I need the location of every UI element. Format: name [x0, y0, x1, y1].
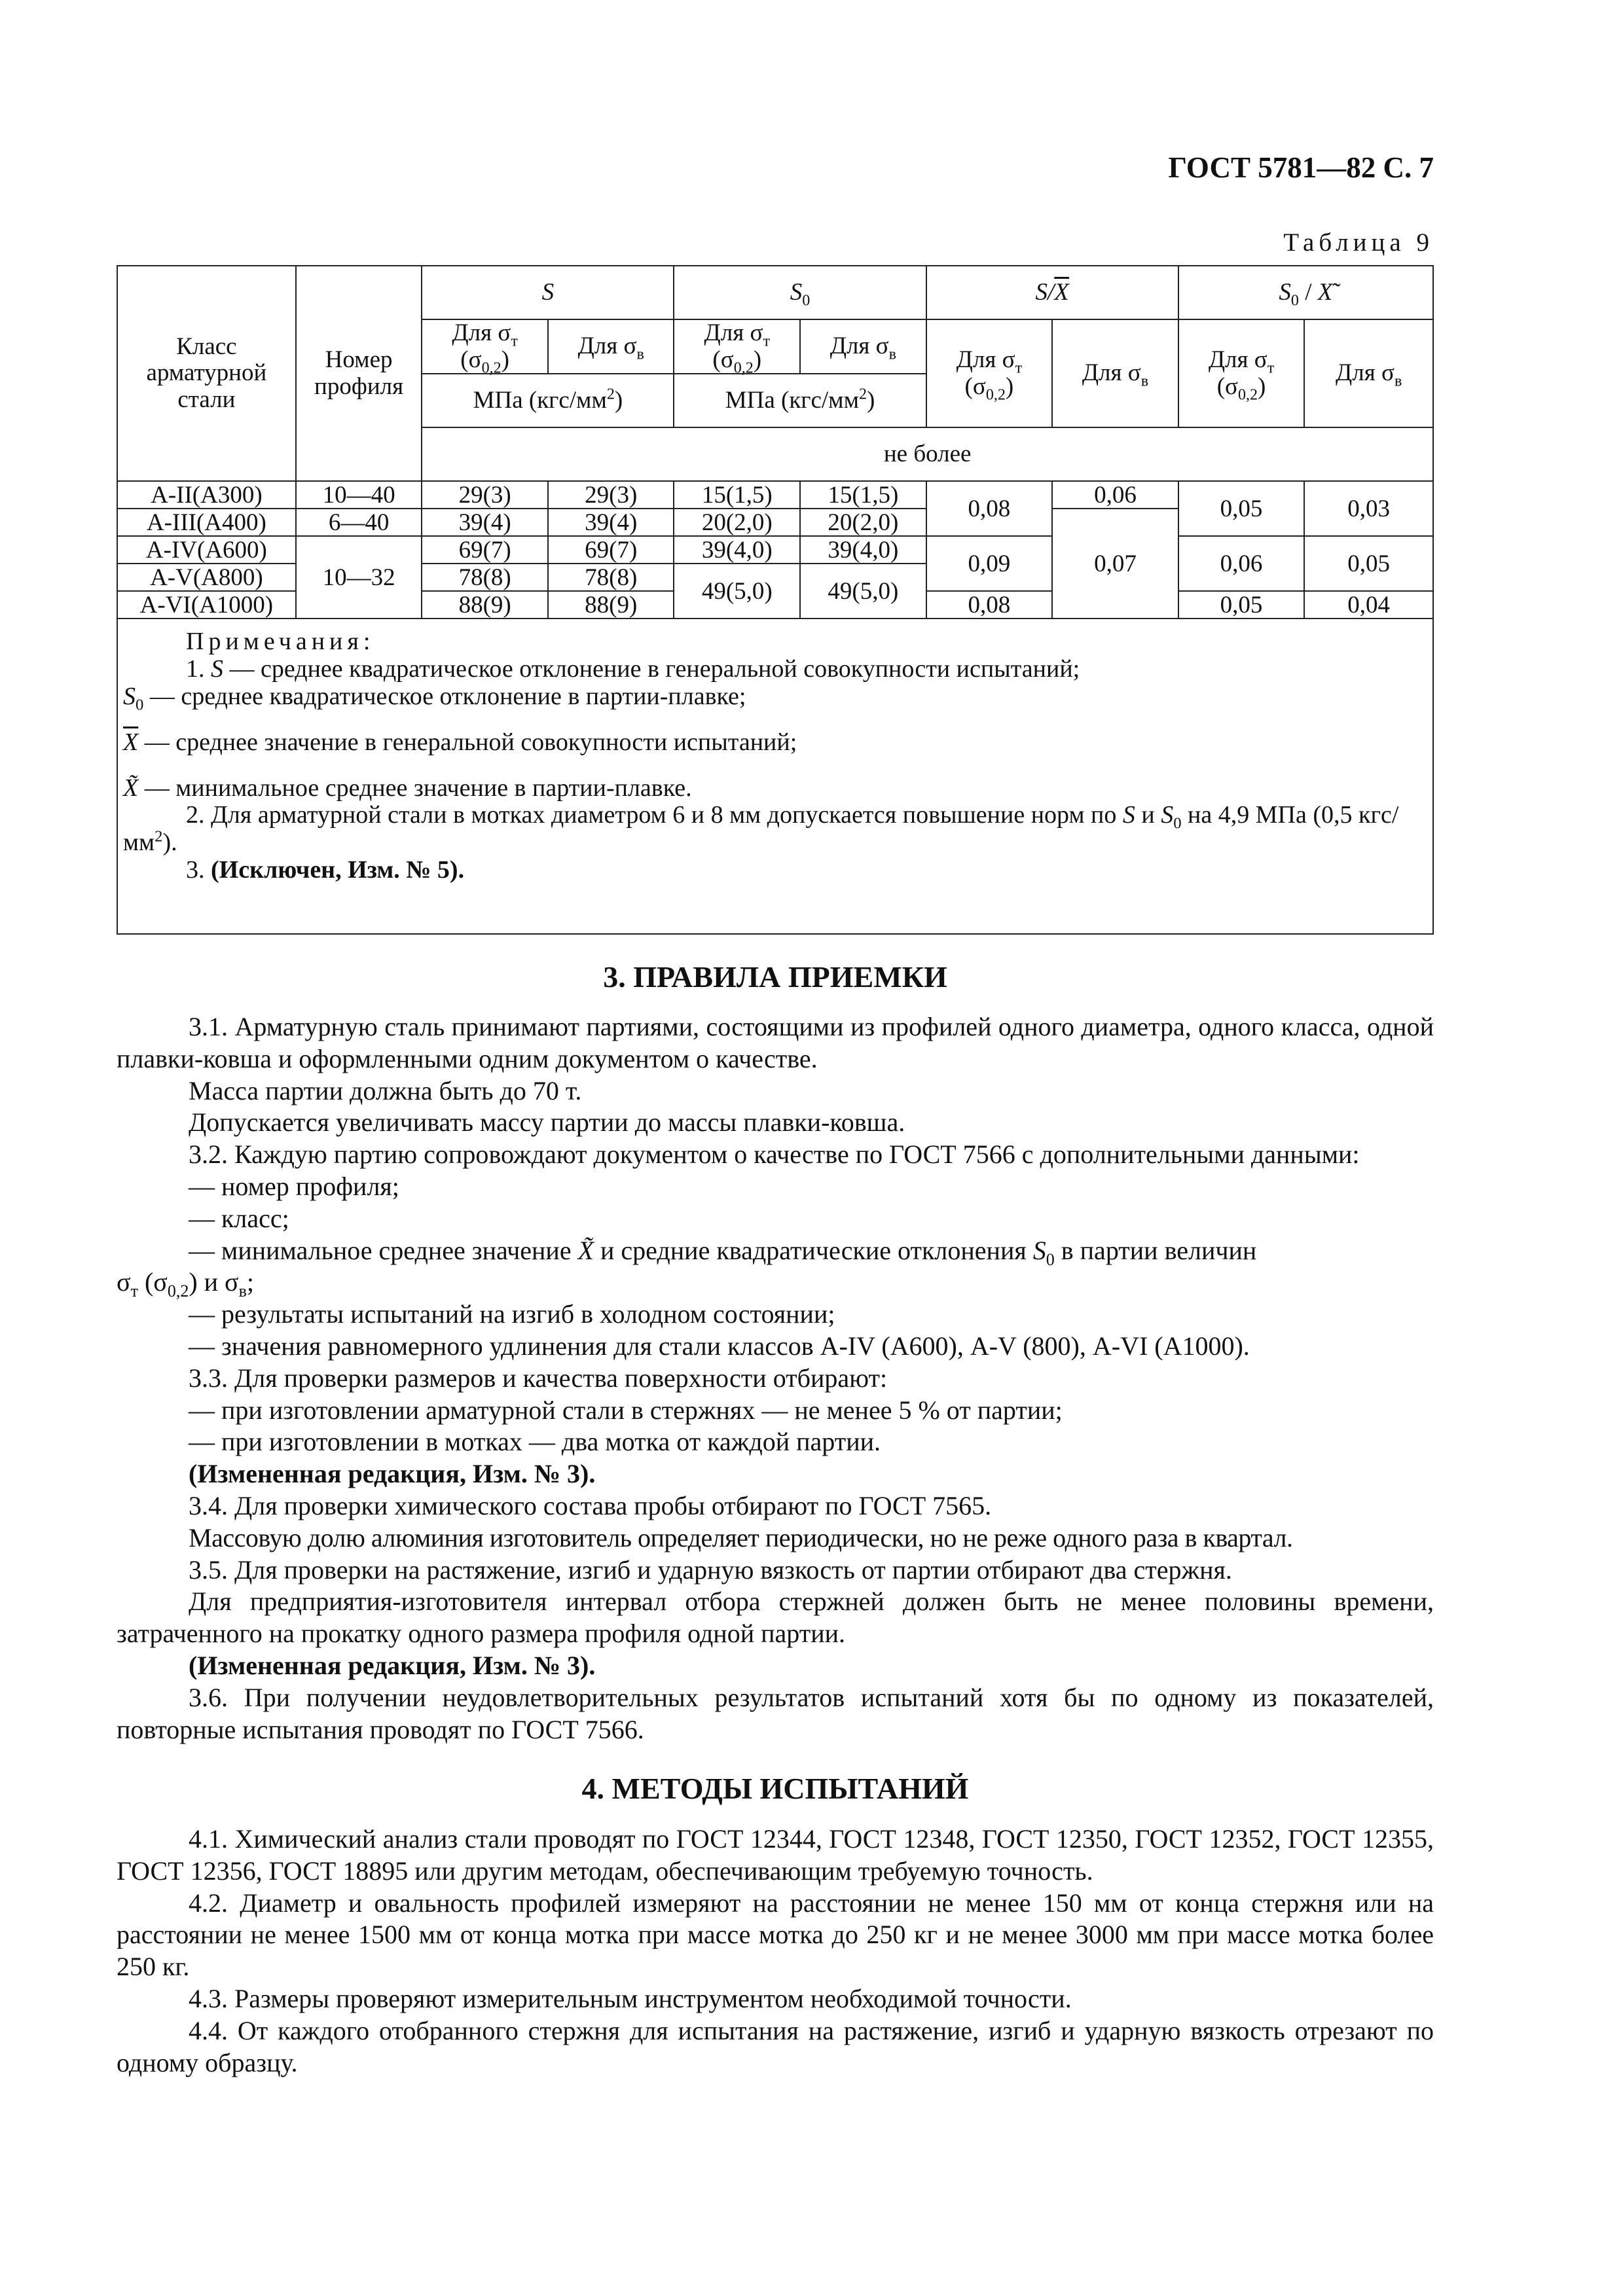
para-4-3: 4.3. Размеры проверяют измерительным инструментом необходимой точности.: [189, 1983, 1072, 2013]
sub-v-index: в: [1394, 372, 1402, 390]
s0-over-symbol: S: [1279, 278, 1291, 306]
amendment-note-1: (Измененная редакция, Изм. № 3).: [189, 1459, 596, 1489]
note-1c-text: — среднее значение в генеральной совокупности испытаний;: [138, 728, 797, 756]
header-class: Класс арматурной стали: [117, 266, 296, 481]
note-1b: [123, 682, 1427, 714]
sub-s-v: [548, 319, 674, 374]
sigma-t-index: т: [130, 1282, 138, 1301]
para-3-1: 3.1. Арматурную сталь принимают партиями, состоящими из профилей одного диаметра, одного класса, одной плавки-ковша и оформленными одним документом о качестве.: [117, 1012, 1434, 1073]
cell-s0-t: 20(2,0): [674, 509, 800, 536]
sub-t-paren-index: 0,2: [985, 386, 1006, 404]
note-2-s0: S: [1161, 801, 1174, 829]
note-2-sup: 2: [155, 827, 163, 846]
sub-s-t: Для $\sigma_т$ $(\sigma_{0,2})$: [422, 319, 548, 374]
cell-sx-v-merged: 0,07: [1052, 509, 1178, 619]
cell-class: А-IV(А600): [117, 536, 296, 564]
note-2-s0-index: 0: [1173, 814, 1182, 833]
para-3-1-allow: Допускается увеличивать массу партии до массы плавки-ковша.: [189, 1107, 905, 1138]
note-1b-symbol: S: [123, 682, 136, 710]
sub-v-index: в: [636, 346, 644, 363]
s0-symbol: S: [1032, 1235, 1046, 1265]
sub-t-paren: (σ: [460, 346, 482, 373]
table-caption: Таблица 9: [1283, 228, 1434, 257]
cell-s0x-v: 0,05: [1304, 536, 1433, 591]
sub-t-index: т: [763, 332, 770, 350]
sub-s0-t: Для $\sigma_т$ $(\sigma_{0,2})$: [674, 319, 800, 374]
item-3-end: ;: [246, 1267, 255, 1297]
para-3-2-item-2: — класс;: [189, 1203, 289, 1233]
x-tilde-symbol: X̃: [577, 1235, 594, 1265]
sub-v-label: Для σ: [830, 332, 889, 360]
cell-sx-t: 0,08: [926, 481, 1053, 536]
sub-v-label: Для σ: [577, 332, 637, 360]
para-3-3-item-2: — при изготовлении в мотках — два мотка от каждой партии.: [189, 1427, 881, 1457]
cell-s0-t: 15(1,5): [674, 481, 800, 509]
sub-t-index: т: [511, 332, 518, 350]
sub-sx-t: Для $\sigma_т$ $(\sigma_{0,2})$: [926, 319, 1053, 427]
sub-t-index: т: [1267, 359, 1275, 377]
cell-s0x-v: 0,04: [1304, 591, 1433, 619]
section-3-body: [117, 1011, 1434, 1746]
cell-s0x-v: 0,03: [1304, 481, 1433, 536]
note-1-symbol: S: [211, 655, 223, 683]
section-4-body: [117, 1823, 1434, 2079]
sub-v-label: Для σ: [1082, 359, 1141, 387]
header-s-over-x: [926, 266, 1178, 319]
note-1c-symbol: $\overline{X}$: [123, 728, 139, 756]
x-tilde-symbol: X: [1317, 278, 1333, 306]
sub-s0x-t: Для $\sigma_т$ $(\sigma_{0,2})$: [1178, 319, 1305, 427]
para-3-2-item-3-cont: [117, 1266, 1434, 1299]
cell-s0-v: 20(2,0): [800, 509, 926, 536]
note-3-num: 3.: [186, 855, 211, 884]
sub-t-label: Для σ: [704, 319, 763, 346]
item-3-text-a: — минимальное среднее значение: [189, 1235, 578, 1265]
cell-s0-v: 15(1,5): [800, 481, 926, 509]
note-1b-text: — среднее квадратическое отклонение в партии-плавке;: [143, 682, 746, 710]
sub-s0-v: [800, 319, 926, 374]
cell-class: А-VI(А1000): [117, 591, 296, 619]
sub-t-paren-index: 0,2: [733, 359, 754, 377]
sigma-02-index: 0,2: [167, 1282, 189, 1301]
para-3-5: 3.5. Для проверки на растяжение, изгиб и ударную вязкость от партии отбирают два стержня.: [189, 1554, 1232, 1585]
page-header: ГОСТ 5781—82 С. 7: [1168, 151, 1434, 184]
item-3-text-b: и средние квадратические отклонения: [594, 1235, 1033, 1265]
sub-sx-v: [1052, 319, 1178, 427]
unit-sup: 2: [859, 386, 867, 403]
sub-t-paren-index: 0,2: [481, 359, 501, 377]
note-1: [123, 656, 1427, 683]
para-4-1: 4.1. Химический анализ стали проводят по ГОСТ 12344, ГОСТ 12348, ГОСТ 12350, ГОСТ 12352, ГОСТ 12355, ГОСТ 12356, ГОСТ 18895 или другим методам, обеспечивающим требуемую точность.: [117, 1824, 1434, 1886]
s-over-symbol: S/: [1035, 278, 1055, 306]
para-3-2-item-3: [117, 1235, 1434, 1267]
sub-t-paren-index: 0,2: [1237, 386, 1258, 404]
notes-heading: Примечания:: [186, 628, 375, 656]
para-3-3-item-1: — при изготовлении арматурной стали в стержнях — не менее 5 % от партии;: [189, 1395, 1063, 1425]
cell-s-t: 69(7): [422, 536, 548, 564]
note-1d-symbol: X̃: [123, 774, 139, 802]
sub-t-paren: (σ: [1216, 372, 1238, 400]
cell-class: А-V(А800): [117, 564, 296, 591]
note-3: [123, 857, 1427, 884]
note-2-close: ).: [162, 829, 177, 857]
cell-s0-t: 39(4,0): [674, 536, 800, 564]
s0-index: 0: [802, 292, 811, 310]
cell-s-v: 39(4): [548, 509, 674, 536]
cell-class: А-III(А400): [117, 509, 296, 536]
table-9: [117, 265, 1434, 935]
para-3-2: 3.2. Каждую партию сопровождают документом о качестве по ГОСТ 7566 с дополнительными данными:: [189, 1139, 1360, 1170]
cell-sx-t: 0,08: [926, 591, 1053, 619]
para-3-4-al: Массовую долю алюминия изготовитель определяет периодически, но не реже одного раза в квартал.: [189, 1522, 1293, 1552]
section-3-title: 3. ПРАВИЛА ПРИЕМКИ: [603, 960, 947, 994]
cell-s0-v-merged: 49(5,0): [800, 564, 926, 619]
cell-s-v: 29(3): [548, 481, 674, 509]
amendment-note-2: (Измененная редакция, Изм. № 3).: [189, 1650, 596, 1680]
cell-s-t: 88(9): [422, 591, 548, 619]
sub-t-label: Для σ: [956, 346, 1015, 373]
slash-sep: /: [1298, 278, 1318, 306]
note-2: [123, 802, 1427, 857]
cell-s-v: 78(8): [548, 564, 674, 591]
para-3-5-interval: Для предприятия-изготовителя интервал отбора стержней должен быть не менее половины времени, затраченного на прокатку одного размера профиля одной партии.: [117, 1587, 1434, 1649]
cell-s-t: 39(4): [422, 509, 548, 536]
para-3-2-item-5: — значения равномерного удлинения для стали классов А-IV (А600), А-V (800), А-VI (А1000).: [189, 1331, 1250, 1361]
cell-s0x-t: 0,05: [1178, 591, 1305, 619]
note-3-text: (Исключен, Изм. № 5).: [211, 855, 465, 884]
unit-s0: [674, 374, 926, 427]
sub-t-paren: (σ: [964, 372, 986, 400]
sub-t-label: Для σ: [452, 319, 511, 346]
note-2-text: 2. Для арматурной стали в мотках диаметром 6 и 8 мм допускается повышение норм по: [186, 801, 1123, 829]
note-1d: [123, 775, 1427, 802]
header-s0-over-xtilde: [1178, 266, 1433, 319]
para-3-6: 3.6. При получении неудовлетворительных результатов испытаний хотя бы по одному из показателей, повторные испытания проводят по ГОСТ 7566.: [117, 1682, 1434, 1744]
para-4-2: 4.2. Диаметр и овальность профилей измеряют на расстоянии не менее 150 мм от конца стержня или на расстоянии не менее 1500 мм от конца мотка при массе мотка до 250 кг и не менее 3000 мм при массе мотка более 250 кг.: [117, 1888, 1434, 1982]
sub-v-index: в: [1140, 372, 1149, 390]
s0-symbol: S: [790, 278, 803, 306]
cell-s0x-t: 0,06: [1178, 536, 1305, 591]
sub-v-index: в: [888, 346, 896, 363]
not-more-label: не более: [422, 427, 1433, 481]
cell-profile: 6—40: [296, 509, 422, 536]
para-3-1-mass: Масса партии должна быть до 70 т.: [189, 1075, 582, 1105]
cell-sx-t: 0,09: [926, 536, 1053, 591]
cell-s0-v: 39(4,0): [800, 536, 926, 564]
note-1b-index: 0: [136, 696, 144, 714]
sub-t-paren: (σ: [712, 346, 734, 373]
cell-s0x-t: 0,05: [1178, 481, 1305, 536]
note-1c: [123, 729, 1427, 757]
unit-label: МПа (кгс/мм: [473, 387, 607, 414]
header-s0: [674, 266, 926, 319]
para-3-4: 3.4. Для проверки химического состава пробы отбирают по ГОСТ 7565.: [189, 1490, 992, 1520]
sub-v-label: Для σ: [1336, 359, 1395, 387]
para-3-2-item-1: — номер профиля;: [189, 1171, 399, 1201]
header-s: [422, 266, 674, 319]
note-1-num: 1.: [186, 655, 211, 683]
cell-profile-merged: 10—32: [296, 536, 422, 619]
table-notes: [117, 619, 1433, 934]
note-1-text: — среднее квадратическое отклонение в генеральной совокупности испытаний;: [223, 655, 1080, 683]
unit-close: ): [867, 387, 875, 414]
sigma-v-index: в: [238, 1282, 247, 1301]
note-1d-text: — минимальное среднее значение в партии-плавке.: [138, 774, 692, 802]
header-profile: Номер профиля: [296, 266, 422, 481]
sigma-v: ) и σ: [189, 1267, 239, 1297]
note-2-value: на 4,9 МПа (0,5 кгс/мм: [123, 801, 1399, 857]
s0-over-index: 0: [1290, 292, 1299, 310]
cell-s-v: 88(9): [548, 591, 674, 619]
cell-s0-t-merged: 49(5,0): [674, 564, 800, 619]
unit-s: [422, 374, 674, 427]
unit-sup: 2: [606, 386, 615, 403]
unit-label: МПа (кгс/мм: [725, 387, 860, 414]
cell-s-t: 29(3): [422, 481, 548, 509]
note-2-s: S: [1122, 801, 1135, 829]
cell-class: А-II(А300): [117, 481, 296, 509]
section-4-title: 4. МЕТОДЫ ИСПЫТАНИЙ: [581, 1772, 969, 1805]
sub-t-label: Для σ: [1208, 346, 1267, 373]
sub-s0x-v: [1304, 319, 1433, 427]
unit-close: ): [614, 387, 623, 414]
para-4-4: 4.4. От каждого отобранного стержня для испытания на растяжение, изгиб и ударную вязкость отрезают по одному образцу.: [117, 2015, 1434, 2077]
note-2-and: и: [1135, 801, 1161, 829]
x-bar-symbol: $\overline{X}$: [1054, 278, 1069, 306]
sigma-02: (σ: [137, 1267, 168, 1297]
cell-sx-v: 0,06: [1052, 481, 1178, 509]
para-3-2-item-4: — результаты испытаний на изгиб в холодном состоянии;: [189, 1299, 835, 1329]
para-3-3: 3.3. Для проверки размеров и качества поверхности отбирают:: [189, 1363, 888, 1393]
sigma-t: σ: [117, 1267, 131, 1297]
s-symbol: S: [541, 278, 555, 306]
cell-s-t: 78(8): [422, 564, 548, 591]
cell-profile: 10—40: [296, 481, 422, 509]
cell-s-v: 69(7): [548, 536, 674, 564]
item-3-text-c: в партии величин: [1054, 1235, 1257, 1265]
sub-t-index: т: [1015, 359, 1023, 377]
s0-index: 0: [1046, 1249, 1055, 1269]
